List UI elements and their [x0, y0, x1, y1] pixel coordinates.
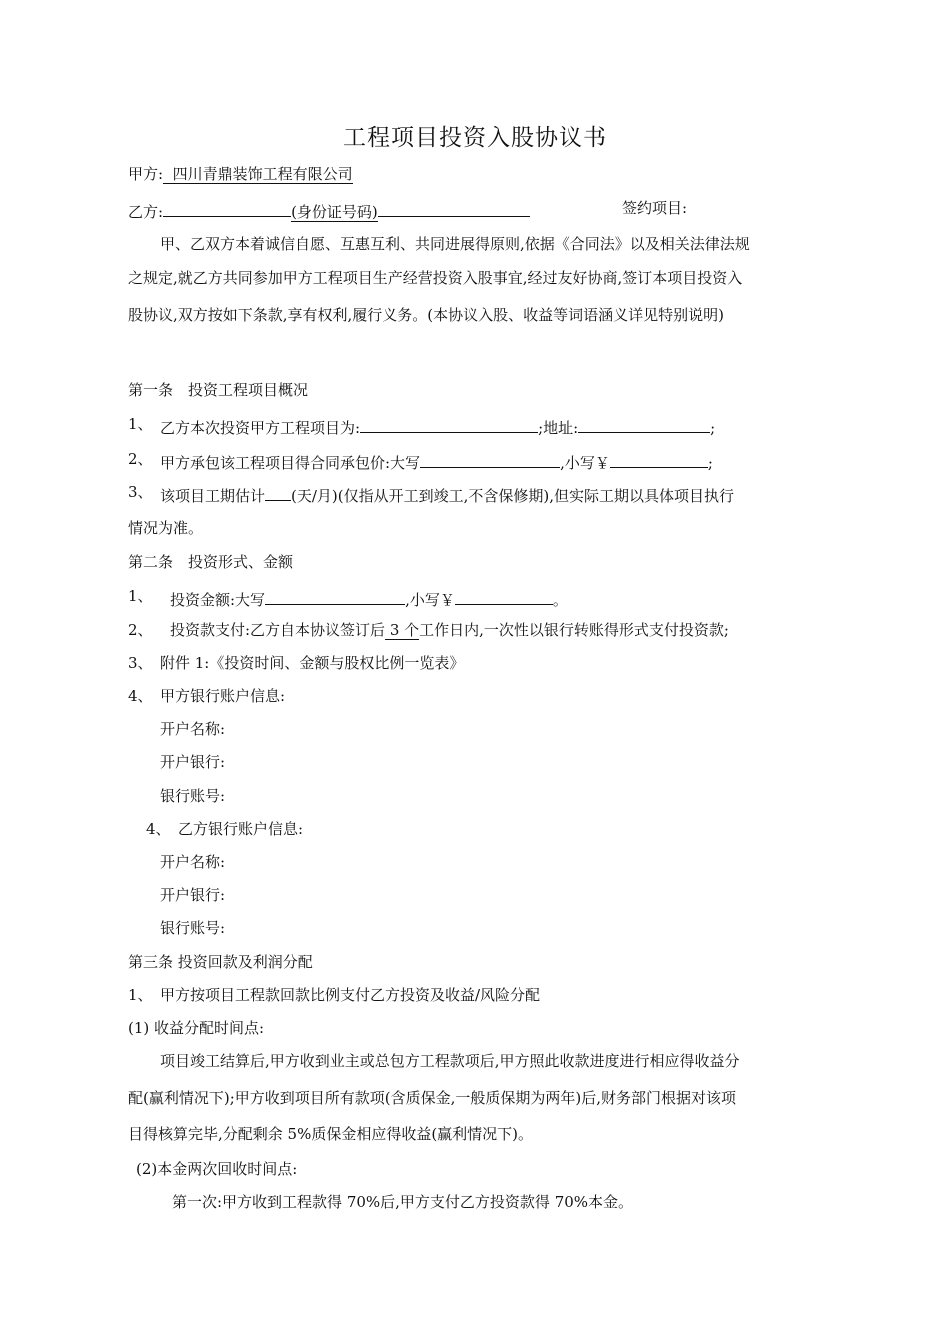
profit-timing-line-2: 配(赢利情况下);甲方收到项目所有款项(含质保金,一般质保期为两年)后,财务部门根据对该项	[128, 1089, 737, 1107]
art2-item2-num: 2、	[128, 621, 153, 639]
profit-timing-line-3: 目得核算完毕,分配剩余 5%质保金相应得收益(赢利情况下)。	[128, 1125, 534, 1143]
party-a-line	[128, 164, 353, 184]
art1-item3	[160, 482, 734, 506]
party-b-id-blank	[378, 198, 530, 217]
party-a-account-bank: 开户银行:	[160, 753, 226, 771]
invest-upper-blank	[265, 586, 405, 605]
art2-item1	[170, 586, 568, 610]
profit-timing-heading: (1) 收益分配时间点:	[128, 1019, 265, 1037]
art1-item3-text-b: (天/月)(仅指从开工到竣工,不含保修期),但实际工期以具体项目执行	[291, 487, 735, 505]
party-b-account-number: 银行账号:	[160, 919, 226, 937]
art2-item1-text: 投资金额:大写	[170, 591, 266, 609]
payment-days: 3 个	[385, 621, 420, 639]
party-b-account-bank: 开户银行:	[160, 886, 226, 904]
party-b-blank	[163, 198, 291, 217]
article-1-heading: 第一条 投资工程项目概况	[128, 381, 309, 399]
art3-item1-num: 1、	[128, 986, 153, 1004]
party-a-account-number: 银行账号:	[160, 787, 226, 805]
art1-item2-small: ,小写￥	[560, 454, 610, 472]
article-3-heading: 第三条 投资回款及利润分配	[128, 953, 313, 971]
art2-item5-num: 4、	[146, 820, 171, 838]
art1-item1-text: 乙方本次投资甲方工程项目为:	[160, 419, 361, 437]
principal-first-return: 第一次:甲方收到工程款得 70%后,甲方支付乙方投资款得 70%本金。	[172, 1193, 634, 1211]
contract-price-lower-blank	[610, 449, 708, 468]
art1-item3-text-a: 该项目工期估计	[160, 487, 266, 505]
art2-item4-num: 4、	[128, 687, 153, 705]
duration-blank	[265, 482, 291, 501]
party-a-bank-heading: 甲方银行账户信息:	[160, 687, 286, 705]
art3-item1-text: 甲方按项目工程款回款比例支付乙方投资及收益/风险分配	[160, 986, 541, 1004]
document-title: 工程项目投资入股协议书	[343, 125, 607, 151]
art1-item1	[160, 414, 715, 438]
party-b-account-name: 开户名称:	[160, 853, 226, 871]
project-name-blank	[360, 414, 538, 433]
party-a-account-name: 开户名称:	[160, 720, 226, 738]
party-b-id-hint: (身份证号码)	[291, 203, 378, 221]
party-b-bank-heading: 乙方银行账户信息:	[178, 820, 304, 838]
party-a-value	[163, 165, 353, 184]
address-blank	[578, 414, 710, 433]
party-b-line	[128, 198, 530, 222]
art2-item2-text-b: 工作日内,一次性以银行转账得形式支付投资款;	[419, 621, 729, 639]
sign-project-label: 签约项目:	[622, 199, 688, 217]
art2-item3-text: 附件 1:《投资时间、金额与股权比例一览表》	[160, 654, 465, 672]
art2-item1-end: 。	[552, 591, 568, 609]
art1-item3-cont: 情况为准。	[128, 519, 204, 537]
invest-lower-blank	[455, 586, 553, 605]
art1-item1-end: ;	[710, 419, 716, 437]
contract-price-upper-blank	[420, 449, 560, 468]
art1-item2-text: 甲方承包该工程项目得合同承包价:大写	[160, 454, 421, 472]
art1-item1-addr: ;地址:	[538, 419, 579, 437]
art2-item1-num: 1、	[128, 587, 153, 605]
article-2-heading: 第二条 投资形式、金额	[128, 553, 294, 571]
art2-item2	[170, 620, 729, 640]
party-a-label: 甲方:	[128, 165, 164, 183]
party-b-label: 乙方:	[128, 203, 164, 221]
profit-timing-line-1: 项目竣工结算后,甲方收到业主或总包方工程款项后,甲方照此收款进度进行相应得收益分	[160, 1052, 740, 1070]
art1-item2-num: 2、	[128, 450, 153, 468]
art1-item2	[160, 449, 713, 473]
art1-item2-end: ;	[707, 454, 713, 472]
preamble-line-1: 甲、乙双方本着诚信自愿、互惠互利、共同进展得原则,依据《合同法》以及相关法律法规	[160, 235, 750, 253]
preamble-line-2: 之规定,就乙方共同参加甲方工程项目生产经营投资入股事宜,经过友好协商,签订本项目投资入	[128, 269, 743, 287]
art2-item3-num: 3、	[128, 654, 153, 672]
preamble-line-3: 股协议,双方按如下条款,享有权利,履行义务。(本协议入股、收益等词语涵义详见特别说明)	[128, 306, 725, 324]
art2-item1-small: ,小写￥	[405, 591, 455, 609]
art1-item3-num: 3、	[128, 483, 153, 501]
principal-timing-heading: (2)本金两次回收时间点:	[136, 1160, 298, 1178]
party-a-name: 四川青鼎装饰工程有限公司	[172, 165, 353, 183]
art2-item2-text-a: 投资款支付:乙方自本协议签订后	[170, 621, 386, 639]
art1-item1-num: 1、	[128, 415, 153, 433]
